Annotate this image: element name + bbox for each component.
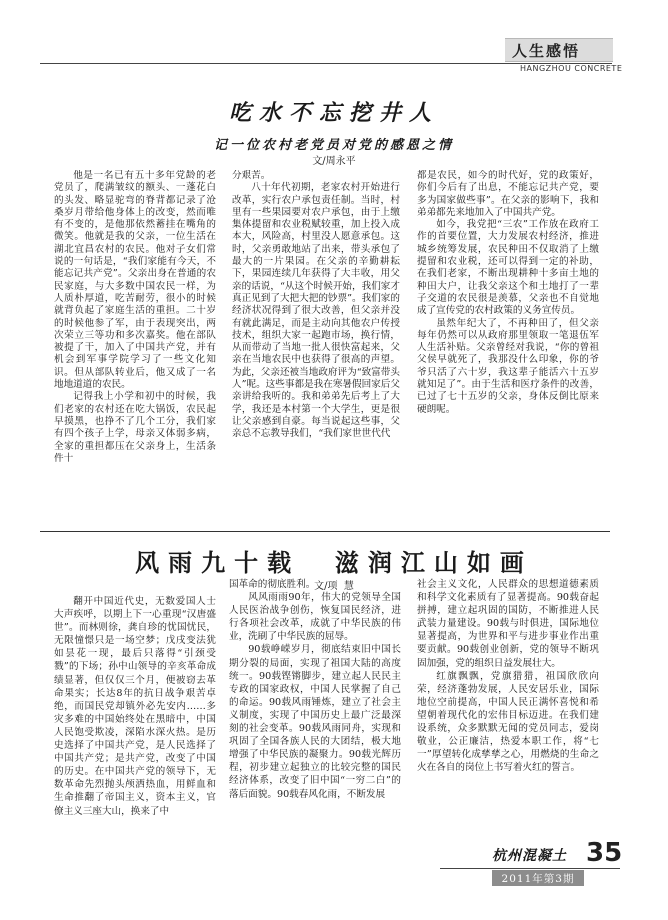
article2-author: 文/项 慧 bbox=[314, 581, 354, 592]
paragraph: 虽然年纪大了，不再种田了，但父亲每年仍然可以从政府那里领取一笔退伍军人生活补贴。父亲曾经对我说，“你的曾祖父侯早就死了，我那没什么印象，你的爷爷只活了六十岁，我这辈子能活六十五岁就知足了”。由于生活和医疗条件的改善，已过了七十五岁的父亲，身体反倒比原来硬朗呢。 bbox=[417, 317, 599, 415]
magazine-name: HANGZHOU CONCRETE bbox=[520, 64, 623, 73]
article2-title: 风雨九十载 滋润江山如画 bbox=[135, 549, 533, 577]
article2-column-1 bbox=[54, 595, 216, 835]
article1-column-1 bbox=[54, 170, 216, 525]
article1-title: 吃水不忘挖井人 bbox=[228, 100, 439, 126]
section-title: 人生感悟 bbox=[512, 42, 581, 60]
article1-column-3 bbox=[417, 170, 599, 525]
article1-subtitle: 记一位农村老党员对党的感恩之情 bbox=[213, 138, 454, 153]
paragraph: 分艰苦。 bbox=[232, 170, 271, 181]
paragraph: 风风雨雨90年，伟大的党领导全国人民医治战争创伤，恢复国民经济，进行各项社会改革，成就了中华民族的伟业，洗刷了中华民族的屈辱。 bbox=[229, 592, 401, 643]
paragraph: 社会主义文化，人民群众的思想道德素质和科学文化素质有了显著提高。90载奋起拼搏，建立起巩固的国防，不断推进人民武装力量建设。90载与时俱进，国际地位显著提高，为世界和平与进步事业作出重要贡献。90载创业创新，党的领导不断巩固加强，党的组织日益发展壮大。 bbox=[417, 579, 599, 669]
paragraph: 八十年代初期，老家农村开始进行改革，实行农户承包责任制。当时，村里有一些果园要对农户承包，由于上缴集体提留和农业税赋较重，加上投入成本大，风险高，村里没人愿意承包。这时，父亲勇敢地站了出来，带头承包了最大的一片果园。在父亲的辛勤耕耘下，果园连续几年获得了大丰收，用父亲的话说，“从这个时候开始，我们家才真正见到了大把大把的钞票”。我们家的经济状况得到了很大改善，但父亲并没有就此满足，而是主动向其他农户传授技术，组织大家一起跑市场，换行情，从而带动了当地一批人很快富起来，父亲在当地农民中也获得了很高的声望。为此，父亲还被当地政府评为“致富带头人”呢。这些事都是我在寒暑假回家后父亲讲给我听的。我和弟弟先后考上了大学，我还是本村第一个大学生，更是很让父亲感到自豪。每当说起这些事，父亲总不忘教导我们，“我们家世世代代 bbox=[232, 182, 400, 440]
article-separator bbox=[40, 531, 610, 532]
issue-label: 2011年第3期 bbox=[501, 873, 575, 885]
article1-column-2 bbox=[232, 170, 400, 525]
paragraph: 国革命的彻底胜利。 bbox=[229, 579, 316, 590]
paragraph: 90载峥嵘岁月，彻底结束旧中国长期分裂的局面，实现了祖国大陆的高度统一。90载铿锵脚步，建立起人民民主专政的国家政权，中国人民掌握了自己的命运。90载风雨锤炼，建立了社会主义制度，实现了中国历史上最广泛最深刻的社会变革。90载风雨同舟，实现和巩固了全国各族人民的大团结，极大地增强了中华民族的凝聚力。90载光辉历程，初步建立起独立的比较完整的国民经济体系，改变了旧中国“一穷二白”的落后面貌。90载春风化雨，不断发展 bbox=[229, 644, 401, 800]
article1-author: 文/周永平 bbox=[312, 156, 356, 167]
article2-column-2 bbox=[229, 578, 401, 835]
paragraph: 记得我上小学和初中的时候，我们老家的农村还在吃大锅饭，农民起早摸黑，也挣不了几个工分，我们家有四个孩子上学，母亲又体弱多病，全家的重担都压在父亲身上，生活条件十 bbox=[54, 391, 216, 464]
footer-rule bbox=[440, 868, 620, 869]
paragraph: 如今，我党把“三农”工作放在政府工作的首要位置，大力发展农村经济，推进城乡统筹发展，农民种田不仅取消了上缴提留和农业税，还可以得到一定的补助，在我们老家，不断出现耕种十多亩土地的种田大户，让我父亲这个和土地打了一辈子交道的农民很是羡慕，父亲也不自觉地成了宣传党的农村政策的义务宣传员。 bbox=[417, 219, 599, 317]
page-number: 35 bbox=[586, 838, 623, 868]
paragraph: 都是农民，如今的时代好，党的政策好，你们今后有了出息，不能忘记共产党，要多为国家做些事”。在父亲的影响下，我和弟弟都先来地加入了中国共产党。 bbox=[417, 170, 599, 218]
paragraph: 翻开中国近代史，无数爱国人士大声疾呼，以期上下一心重现“汉唐盛世”。而林则徐，龚自珍的忧国忧民，无限憧憬只是一场空梦；戊戌变法犹如昙花一现，最后只落得“引颈受戮”的下场；孙中山领导的辛亥革命成绩显著，但仅仅三个月，便被窃去革命果实；长达8年的抗日战争艰苦卓绝，而国民党却镇外必先安内……多灾多难的中国始终处在黑暗中，中国人民饱受欺凌，深陷水深火热。是历史选择了中国共产党，是人民选择了中国共产党；是共产党，改变了中国的历史。在中国共产党的领导下，无数革命先烈抛头颅洒热血，用鲜血和生命推翻了帝国主义，资本主义，官僚主义三座大山，换来了中 bbox=[54, 596, 216, 817]
article2-column-3 bbox=[417, 578, 599, 835]
paragraph: 他是一名已有五十多年党龄的老党员了，爬满皱纹的额头、一蓬花白的头发、略显驼弯的脊背都记录了沧桑岁月带给他身体上的改变，然而唯有不变的，是他那依然蓄挂在嘴角的微笑。他就是我的父亲，一位生活在湖北宜昌农村的农民。他对子女们常说的一句话是，“我们家能有今天，不能忘记共产党”。父亲出身在普通的农民家庭，与大多数中国农民一样，为人质朴厚道，吃苦耐劳，很小的时候就背负起了家庭生活的重担。二十岁的时候他参了军，由于表现突出，两次荣立三等功和多次嘉奖。他在部队被提了干，加入了中国共产党，并有机会到军事学院学习了一些文化知识。但从部队转业后，他又成了一名地地道道的农民。 bbox=[54, 170, 216, 391]
paragraph: 红旗飘飘，党旗猎猎，祖国欣欣向荣，经济蓬勃发展，人民安居乐业，国际地位空前提高，中国人民正满怀喜悦和希望朝着现代化的宏伟目标迈进。在我们建设系统，众多默默无闻的党员同志，爱岗敬业，公正廉洁，热爱本职工作，将“七一”厚望转化成孳孳之心，用燃烧的生命之火在各自的岗位上书写着火红的誓言。 bbox=[417, 670, 599, 774]
footer-brand-logo: 杭州混凝土 bbox=[492, 848, 567, 864]
